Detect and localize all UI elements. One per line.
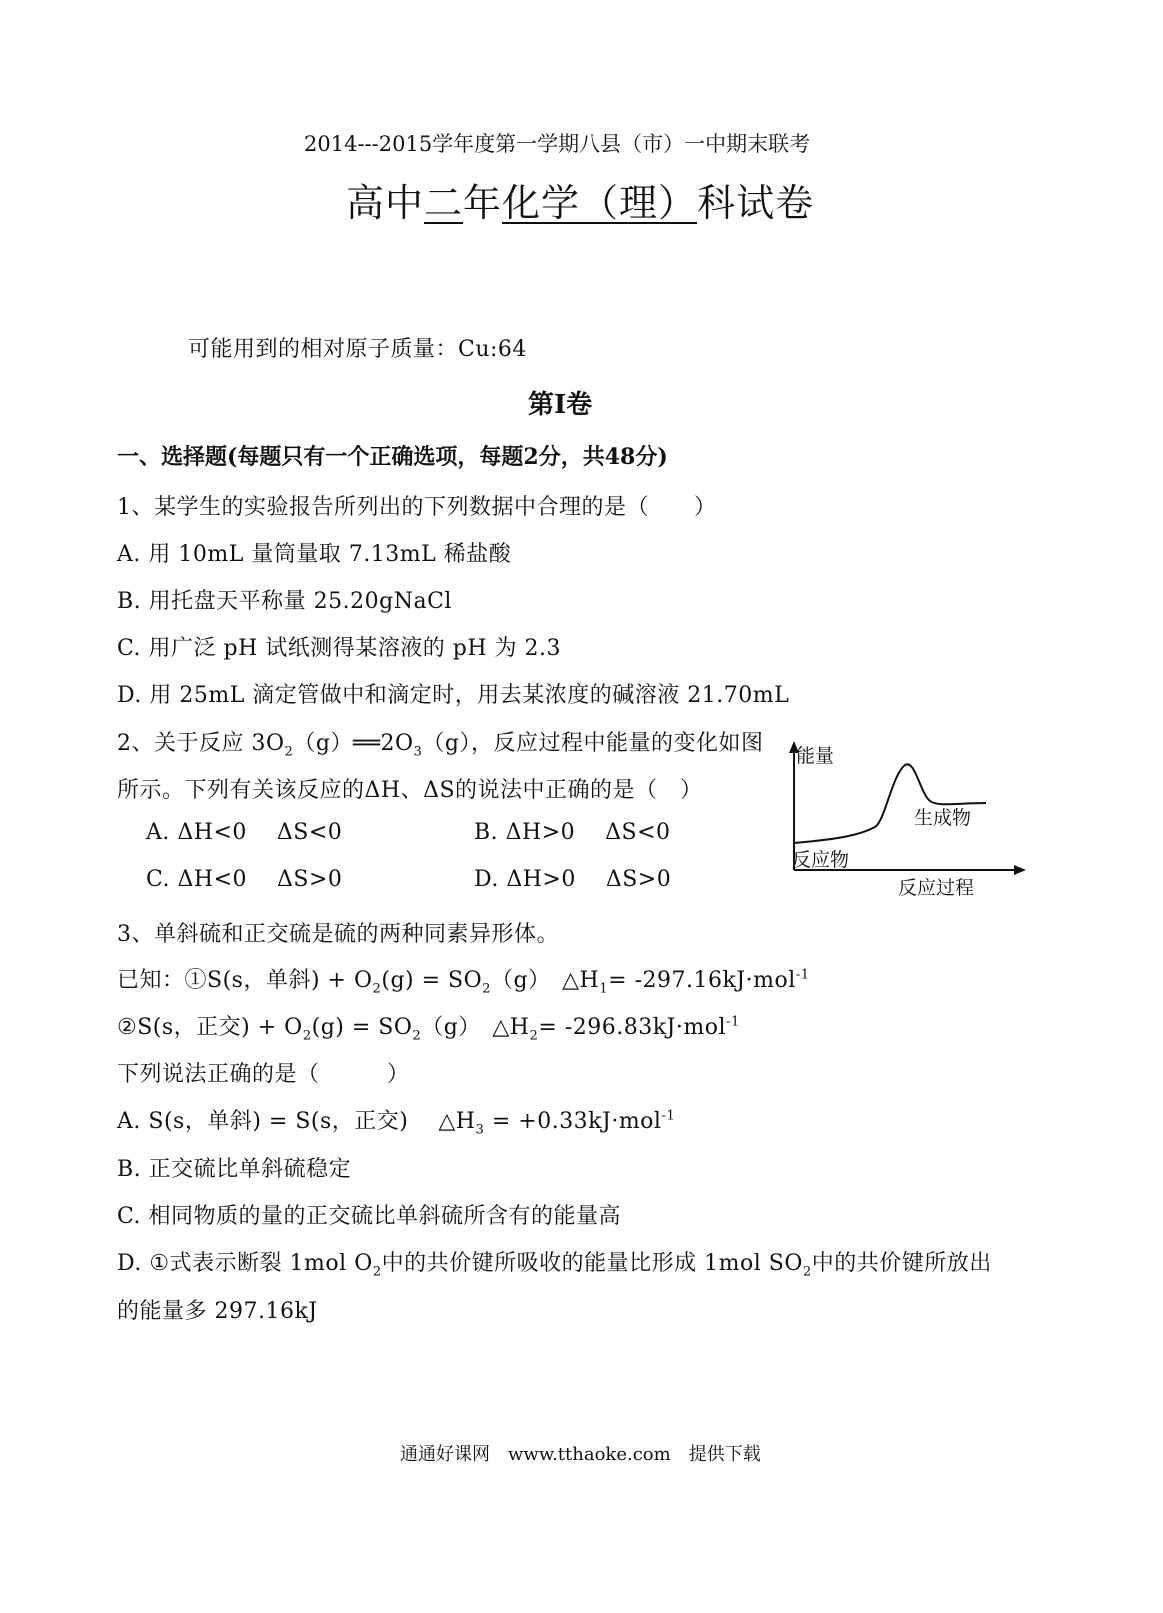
q3-given-part: = -296.83kJ·mol xyxy=(538,1015,726,1040)
q3-option-b: B. 正交硫比单斜硫稳定 xyxy=(117,1157,352,1182)
y-axis-label: 能量 xyxy=(796,745,835,767)
title-subject: 化学（理） xyxy=(502,181,698,225)
title-grade: 二 xyxy=(424,181,464,225)
q3-prompt: 下列说法正确的是（ ） xyxy=(117,1062,410,1087)
q2-option-b: B. ΔH>0 ΔS<0 xyxy=(474,820,671,845)
q3-given-2 xyxy=(117,1010,740,1043)
q3-option-d-part: 中的共价键所吸收的能量比形成 1mol SO xyxy=(381,1251,803,1276)
subscript: 2 xyxy=(302,1028,312,1044)
q2-stem xyxy=(117,726,764,759)
superscript: -1 xyxy=(661,1108,676,1124)
q3-option-d xyxy=(117,1246,992,1279)
subscript: 2 xyxy=(412,1028,422,1044)
q2-option-c: C. ΔH<0 ΔS>0 xyxy=(146,867,343,892)
q3-given-part: = -297.16kJ·mol xyxy=(608,968,796,993)
x-axis-label: 反应过程 xyxy=(898,877,975,899)
title-part: 年 xyxy=(463,181,503,225)
part-heading: 一、选择题(每题只有一个正确选项，每题2分，共48分) xyxy=(117,444,668,470)
q3-given-part: (g) = SO xyxy=(311,1015,413,1040)
q1-stem: 1、某学生的实验报告所列出的下列数据中合理的是（ ） xyxy=(117,495,717,520)
q3-stem: 3、单斜硫和正交硫是硫的两种同素异形体。 xyxy=(117,922,559,947)
q2-stem-part: 2、关于反应 3O xyxy=(117,731,285,756)
q3-given-part: （g） △H xyxy=(421,1015,530,1040)
subscript: 2 xyxy=(372,1264,382,1280)
subscript: 2 xyxy=(482,981,492,997)
q3-given-part: 已知：①S(s，单斜) + O xyxy=(117,968,373,993)
q3-option-c: C. 相同物质的量的正交硫比单斜硫所含有的能量高 xyxy=(117,1204,622,1229)
q3-given-1 xyxy=(117,963,810,996)
q3-given-part: （g） △H xyxy=(491,968,600,993)
q1-option-d: D. 用 25mL 滴定管做中和滴定时，用去某浓度的碱溶液 21.70mL xyxy=(117,683,790,708)
section-title: 第I卷 xyxy=(528,390,593,420)
q2-stem-part: （g），反应过程中能量的变化如图 xyxy=(422,731,764,756)
superscript: -1 xyxy=(726,1014,740,1030)
reactant-label: 反应物 xyxy=(792,849,850,871)
q3-option-d-part: 中的共价键所放出 xyxy=(811,1251,992,1276)
q3-given-part: (g) = SO xyxy=(381,968,483,993)
subscript: 3 xyxy=(413,744,423,760)
subscript: 1 xyxy=(599,981,609,997)
q2-option-a: A. ΔH<0 ΔS<0 xyxy=(146,820,343,845)
x-axis-arrow xyxy=(1014,865,1026,875)
q3-option-a-part: = +0.33kJ·mol xyxy=(484,1109,662,1134)
q2-stem-line2: 所示。下列有关该反应的ΔH、ΔS的说法中正确的是（ ） xyxy=(117,778,703,803)
page-title xyxy=(346,172,814,227)
energy-diagram xyxy=(780,735,1040,900)
subscript: 3 xyxy=(475,1122,485,1138)
title-part: 高中 xyxy=(346,181,425,225)
exam-subtitle: 2014---2015学年度第一学期八县（市）一中期末联考 xyxy=(304,132,811,156)
q3-option-a-part: A. S(s，单斜) = S(s，正交) △H xyxy=(117,1109,476,1134)
atomic-mass-note: 可能用到的相对原子质量：Cu:64 xyxy=(188,337,527,362)
q3-option-d-line2: 的能量多 297.16kJ xyxy=(117,1299,318,1324)
q3-option-a xyxy=(117,1104,675,1137)
product-label: 生成物 xyxy=(914,807,972,829)
title-part: 科试卷 xyxy=(697,181,815,225)
q3-option-d-part: D. ①式表示断裂 1mol O xyxy=(117,1251,373,1276)
q1-option-a: A. 用 10mL 量筒量取 7.13mL 稀盐酸 xyxy=(117,542,512,567)
subscript: 2 xyxy=(802,1264,812,1280)
q2-stem-part: （g）══2O xyxy=(293,731,414,756)
q1-option-c: C. 用广泛 pH 试纸测得某溶液的 pH 为 2.3 xyxy=(117,636,562,661)
q3-given-part: ②S(s，正交) + O xyxy=(117,1015,303,1040)
subscript: 2 xyxy=(284,744,294,760)
footer-credit: 通通好课网 www.tthaoke.com 提供下载 xyxy=(400,1444,761,1465)
subscript: 2 xyxy=(529,1028,539,1044)
q2-option-d: D. ΔH>0 ΔS>0 xyxy=(474,867,672,892)
q1-option-b: B. 用托盘天平称量 25.20gNaCl xyxy=(117,589,452,614)
subscript: 2 xyxy=(372,981,382,997)
superscript: -1 xyxy=(795,967,810,983)
